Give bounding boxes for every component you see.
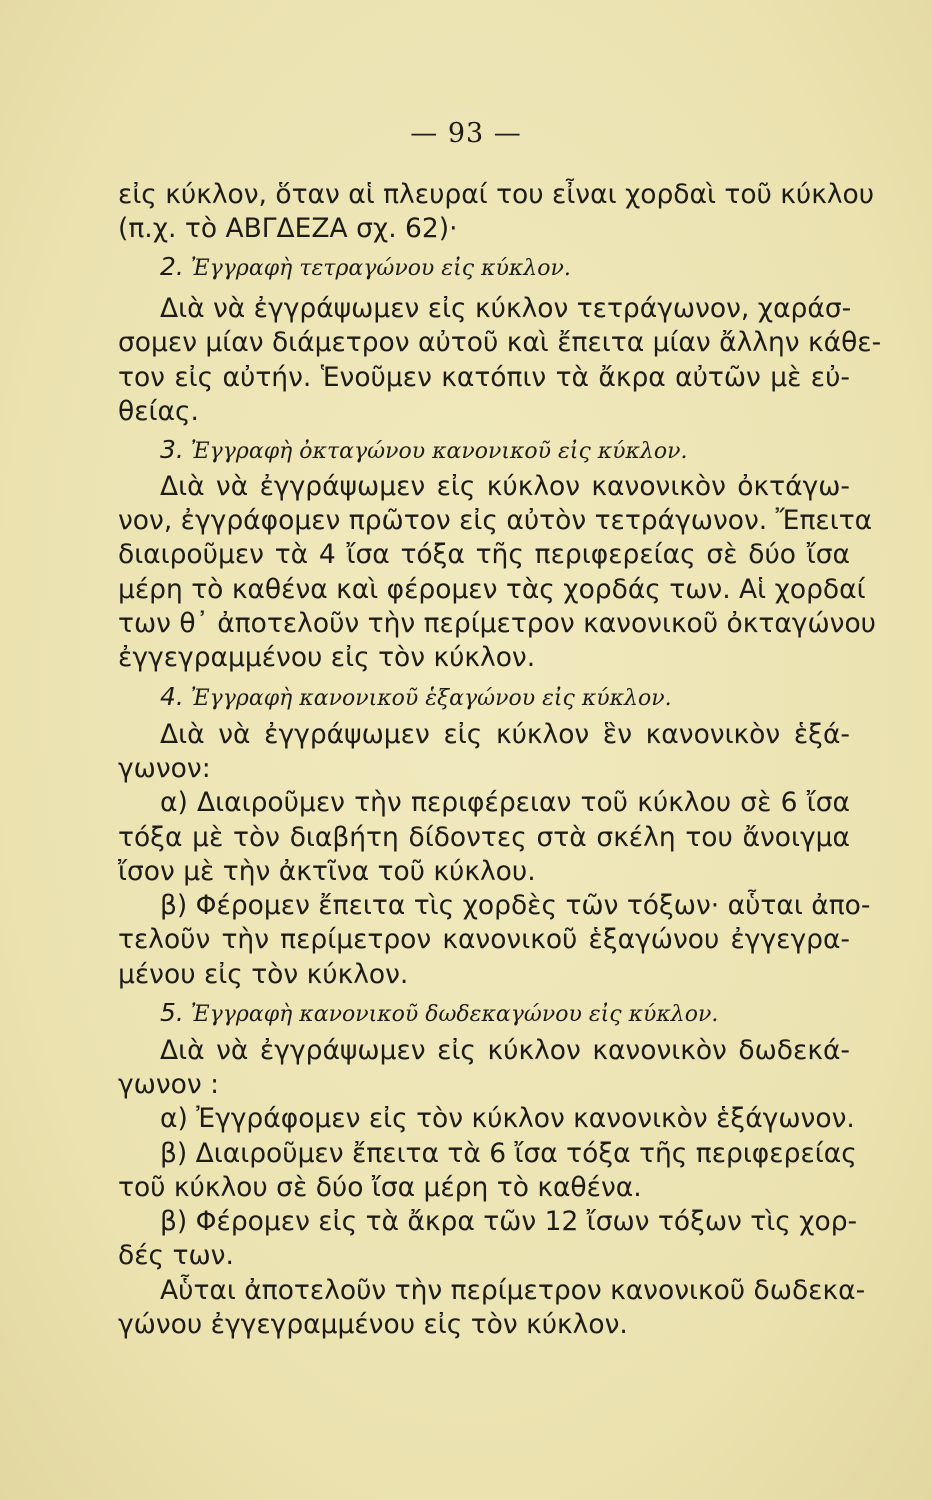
text-line: β) Φέρομεν ἔπειτα τὶς χορδὲς τῶν τόξων· αὗται ἀπο- <box>160 890 871 921</box>
text-line: Αὗται ἀποτελοῦν τὴν περίμετρον κανονικοῦ δωδεκα- <box>160 1275 866 1306</box>
section-heading: 3. Ἐγγραφὴ ὀκταγώνου κανονικοῦ εἰς κύκλον. <box>160 435 688 464</box>
text-line: μένου εἰς τὸν κύκλον. <box>118 959 409 990</box>
text-line: α) Διαιροῦμεν τὴν περιφέρειαν τοῦ κύκλου σὲ 6 ἴσα <box>160 787 850 818</box>
text-line: τόξα μὲ τὸν διαβήτη δίδοντες στὰ σκέλη του ἄνοιγμα <box>118 822 850 853</box>
text-line: διαιροῦμεν τὰ 4 ἴσα τόξα τῆς περιφερείας σὲ δύο ἴσα <box>118 539 850 570</box>
text-line: μέρη τὸ καθένα καὶ φέρομεν τὰς χορδάς των. Αἱ χορδαί <box>118 574 866 605</box>
text-line: νον, ἐγγράφομεν πρῶτον εἰς αὐτὸν τετράγωνον. Ἔπειτα <box>118 505 873 536</box>
text-line: δές των. <box>118 1240 234 1271</box>
text-line: β) Διαιροῦμεν ἔπειτα τὰ 6 ἴσα τόξα τῆς περιφερείας <box>160 1138 857 1169</box>
text-line: α) Ἐγγράφομεν εἰς τὸν κύκλον κανονικὸν ἑξάγωνον. <box>160 1103 855 1134</box>
text-line: ἴσον μὲ τὴν ἀκτῖνα τοῦ κύκλου. <box>118 856 536 887</box>
section-heading: 5. Ἐγγραφὴ κανονικοῦ δωδεκαγώνου εἰς κύκλον. <box>160 998 719 1027</box>
text-line: β) Φέρομεν εἰς τὰ ἄκρα τῶν 12 ἴσων τόξων τὶς χορ- <box>160 1206 858 1237</box>
text-line: Διὰ νὰ ἐγγράψωμεν εἰς κύκλον κανονικὸν δωδεκά- <box>160 1035 850 1066</box>
text-line: σομεν μίαν διάμετρον αὐτοῦ καὶ ἔπειτα μίαν ἄλλην κάθε- <box>118 327 882 358</box>
text-line: γωνον : <box>118 1069 220 1100</box>
text-line: θείας. <box>118 396 199 427</box>
text-line: τον εἰς αὐτήν. Ἑνοῦμεν κατόπιν τὰ ἄκρα αὐτῶν μὲ εὐ- <box>118 362 850 393</box>
text-line: τοῦ κύκλου σὲ δύο ἴσα μέρη τὸ καθένα. <box>118 1172 642 1203</box>
text-line: γωνον: <box>118 753 211 784</box>
text-line: Διὰ νὰ ἐγγράψωμεν εἰς κύκλον ἓν κανονικὸν ἑξά- <box>160 719 850 750</box>
text-line: Διὰ νὰ ἐγγράψωμεν εἰς κύκλον κανονικὸν ὀκτάγω- <box>160 471 850 502</box>
text-line: των θ᾽ ἀποτελοῦν τὴν περίμετρον κανονικοῦ ὀκταγώνου <box>118 608 877 639</box>
text-line: ἐγγεγραμμένου εἰς τὸν κύκλον. <box>118 642 536 673</box>
text-line: τελοῦν τὴν περίμετρον κανονικοῦ ἑξαγώνου ἐγγεγρα- <box>118 924 850 955</box>
text-line: εἰς κύκλον, ὅταν αἱ πλευραί του εἶναι χορδαὶ τοῦ κύκλου <box>118 179 875 210</box>
text-line: Διὰ νὰ ἐγγράψωμεν εἰς κύκλον τετράγωνον, χαράσ- <box>160 293 852 324</box>
page-number: — 93 — <box>410 118 522 149</box>
section-heading: 4. Ἐγγραφὴ κανονικοῦ ἑξαγώνου εἰς κύκλον. <box>160 682 672 711</box>
text-line: (π.χ. τὸ ΑΒΓΔΕΖΑ σχ. 62)· <box>118 213 458 244</box>
section-heading: 2. Ἐγγραφὴ τετραγώνου εἰς κύκλον. <box>160 252 571 281</box>
text-line: γώνου ἐγγεγραμμένου εἰς τὸν κύκλον. <box>118 1309 628 1340</box>
